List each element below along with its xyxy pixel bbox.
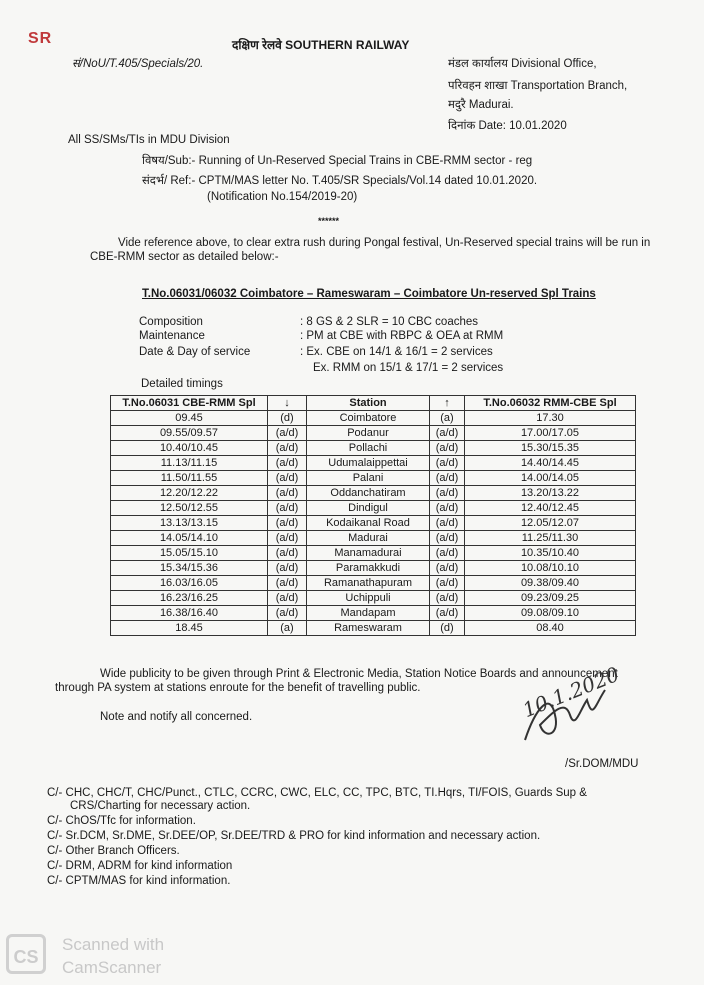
publicity-line: through PA system at stations enroute for the benefit of travelling public. (55, 682, 421, 694)
table-row (111, 591, 636, 606)
table-cell: Rameswaram (307, 621, 430, 636)
signature-date: 10.1.2020 (519, 661, 623, 723)
table-cell: (a/d) (268, 516, 307, 531)
camscanner-logo-icon: CS (6, 934, 46, 974)
timings-label: Detailed timings (141, 378, 223, 390)
table-cell: 11.13/11.15 (111, 456, 268, 471)
table-cell: (a/d) (268, 546, 307, 561)
copy-line: C/- CHC, CHC/T, CHC/Punct., CTLC, CCRC, CWC, ELC, CC, TPC, BTC, TI.Hqrs, TI/FOIS, Guards Sup & (47, 787, 587, 799)
intro-line: CBE-RMM sector as detailed below:- (90, 251, 279, 263)
table-cell: 12.40/12.45 (465, 501, 636, 516)
table-cell: 09.08/09.10 (465, 606, 636, 621)
table-cell: (a/d) (430, 471, 465, 486)
table-cell: (a/d) (268, 456, 307, 471)
table-row (111, 486, 636, 501)
table-cell: 09.45 (111, 411, 268, 426)
table-row (111, 516, 636, 531)
notification: (Notification No.154/2019-20) (207, 191, 358, 203)
table-cell: 14.00/14.05 (465, 471, 636, 486)
table-row (111, 606, 636, 621)
office-line: परिवहन शाखा Transportation Branch, (448, 80, 628, 92)
table-cell: 13.13/13.15 (111, 516, 268, 531)
table-cell: 15.05/15.10 (111, 546, 268, 561)
subject: विषय/Sub:- Running of Un-Reserved Special Trains in CBE-RMM sector - reg (142, 155, 533, 167)
table-cell: Madurai (307, 531, 430, 546)
table-cell: 14.40/14.45 (465, 456, 636, 471)
table-cell: 17.30 (465, 411, 636, 426)
table-cell: 09.55/09.57 (111, 426, 268, 441)
table-cell: (a/d) (430, 426, 465, 441)
table-cell: (a) (268, 621, 307, 636)
publicity-line: Wide publicity to be given through Print & Electronic Media, Station Notice Boards and announcement (100, 668, 618, 680)
table-cell: 09.38/09.40 (465, 576, 636, 591)
intro-line: Vide reference above, to clear extra rush during Pongal festival, Un-Reserved special trains will be run in (118, 237, 651, 249)
table-row (111, 456, 636, 471)
down-arrow-icon: ↓ (268, 396, 307, 411)
sr-logo: SR (28, 30, 53, 47)
table-cell: (a/d) (430, 606, 465, 621)
table-cell: Pollachi (307, 441, 430, 456)
table-cell: 11.25/11.30 (465, 531, 636, 546)
copy-line: C/- Sr.DCM, Sr.DME, Sr.DEE/OP, Sr.DEE/TRD & PRO for kind information and necessary action. (47, 830, 541, 842)
copy-line: C/- DRM, ADRM for kind information (47, 860, 233, 872)
table-header-row (111, 396, 636, 411)
table-cell: (a/d) (430, 516, 465, 531)
table-cell: (a/d) (430, 486, 465, 501)
table-cell: (a/d) (430, 531, 465, 546)
table-cell: (a/d) (268, 591, 307, 606)
table-cell: (a/d) (430, 456, 465, 471)
table-cell: 10.35/10.40 (465, 546, 636, 561)
table-row (111, 471, 636, 486)
table-cell: Uchippuli (307, 591, 430, 606)
table-cell: 09.23/09.25 (465, 591, 636, 606)
table-cell: Dindigul (307, 501, 430, 516)
table-cell: (a/d) (430, 576, 465, 591)
addressee: All SS/SMs/TIs in MDU Division (68, 134, 230, 146)
table-cell: (a/d) (268, 441, 307, 456)
table-cell: 15.34/15.36 (111, 561, 268, 576)
table-cell: 12.50/12.55 (111, 501, 268, 516)
copy-line: C/- ChOS/Tfc for information. (47, 815, 196, 827)
table-cell: 08.40 (465, 621, 636, 636)
table-cell: (a/d) (268, 486, 307, 501)
table-cell: Udumalaippettai (307, 456, 430, 471)
table-cell: (a/d) (268, 606, 307, 621)
watermark-line: CamScanner (62, 958, 162, 977)
note: Note and notify all concerned. (100, 711, 253, 723)
up-arrow-icon: ↑ (430, 396, 465, 411)
column-header: T.No.06031 CBE-RMM Spl (111, 396, 268, 411)
detail-label: Date & Day of service (139, 346, 251, 358)
table-cell: (a/d) (430, 561, 465, 576)
timings-table (110, 395, 636, 636)
table-cell: 17.00/17.05 (465, 426, 636, 441)
column-header: T.No.06032 RMM-CBE Spl (465, 396, 636, 411)
table-cell: (d) (430, 621, 465, 636)
table-cell: (a/d) (430, 591, 465, 606)
office-line: मंडल कार्यालय Divisional Office, (448, 58, 597, 70)
table-cell: 10.40/10.45 (111, 441, 268, 456)
separator-stars: ****** (318, 216, 340, 226)
office-line: मदुरै Madurai. (448, 99, 514, 111)
detail-value: Ex. RMM on 15/1 & 17/1 = 2 services (313, 362, 504, 374)
table-row (111, 426, 636, 441)
table-cell: Ramanathapuram (307, 576, 430, 591)
table-cell: 15.30/15.35 (465, 441, 636, 456)
table-cell: (a/d) (430, 501, 465, 516)
table-row (111, 561, 636, 576)
table-cell: 16.23/16.25 (111, 591, 268, 606)
table-cell: 14.05/14.10 (111, 531, 268, 546)
column-header: Station (307, 396, 430, 411)
table-cell: (d) (268, 411, 307, 426)
table-cell: 18.45 (111, 621, 268, 636)
table-cell: Kodaikanal Road (307, 516, 430, 531)
table-cell: 16.38/16.40 (111, 606, 268, 621)
watermark-line: Scanned with (62, 935, 165, 954)
reference-number: सं/NoU/T.405/Specials/20. (72, 58, 204, 70)
detail-value: : PM at CBE with RBPC & OEA at RMM (300, 330, 504, 342)
table-cell: Coimbatore (307, 411, 430, 426)
table-cell: (a/d) (430, 441, 465, 456)
table-cell: (a/d) (268, 531, 307, 546)
table-cell: (a/d) (430, 546, 465, 561)
table-cell: 10.08/10.10 (465, 561, 636, 576)
table-cell: 12.05/12.07 (465, 516, 636, 531)
copy-line: C/- Other Branch Officers. (47, 845, 180, 857)
table-cell: 13.20/13.22 (465, 486, 636, 501)
detail-value: : 8 GS & 2 SLR = 10 CBC coaches (300, 316, 479, 328)
table-cell: Paramakkudi (307, 561, 430, 576)
detail-label: Composition (139, 316, 203, 328)
table-row (111, 411, 636, 426)
table-row (111, 441, 636, 456)
table-cell: 16.03/16.05 (111, 576, 268, 591)
table-cell: 12.20/12.22 (111, 486, 268, 501)
copy-line: C/- CPTM/MAS for kind information. (47, 875, 231, 887)
table-cell: Mandapam (307, 606, 430, 621)
detail-value: : Ex. CBE on 14/1 & 16/1 = 2 services (300, 346, 493, 358)
table-row (111, 546, 636, 561)
detail-label: Maintenance (139, 330, 205, 342)
table-cell: (a/d) (268, 576, 307, 591)
table-cell: 11.50/11.55 (111, 471, 268, 486)
table-cell: (a/d) (268, 501, 307, 516)
table-cell: (a/d) (268, 471, 307, 486)
table-cell: (a/d) (268, 561, 307, 576)
copy-line: CRS/Charting for necessary action. (70, 800, 251, 812)
table-cell: Oddanchatiram (307, 486, 430, 501)
reference: संदर्भ/ Ref:- CPTM/MAS letter No. T.405/SR Specials/Vol.14 dated 10.01.2020. (142, 175, 538, 187)
table-cell: (a) (430, 411, 465, 426)
table-cell: (a/d) (268, 426, 307, 441)
table-row (111, 621, 636, 636)
table-row (111, 501, 636, 516)
table-row (111, 576, 636, 591)
table-cell: Podanur (307, 426, 430, 441)
letter-date: दिनांक Date: 10.01.2020 (448, 120, 567, 132)
train-heading: T.No.06031/06032 Coimbatore – Rameswaram – Coimbatore Un-reserved Spl Trains (142, 288, 596, 300)
table-row (111, 531, 636, 546)
page-title: दक्षिण रेलवे SOUTHERN RAILWAY (232, 38, 410, 52)
signatory: /Sr.DOM/MDU (565, 758, 639, 770)
table-cell: Palani (307, 471, 430, 486)
table-cell: Manamadurai (307, 546, 430, 561)
